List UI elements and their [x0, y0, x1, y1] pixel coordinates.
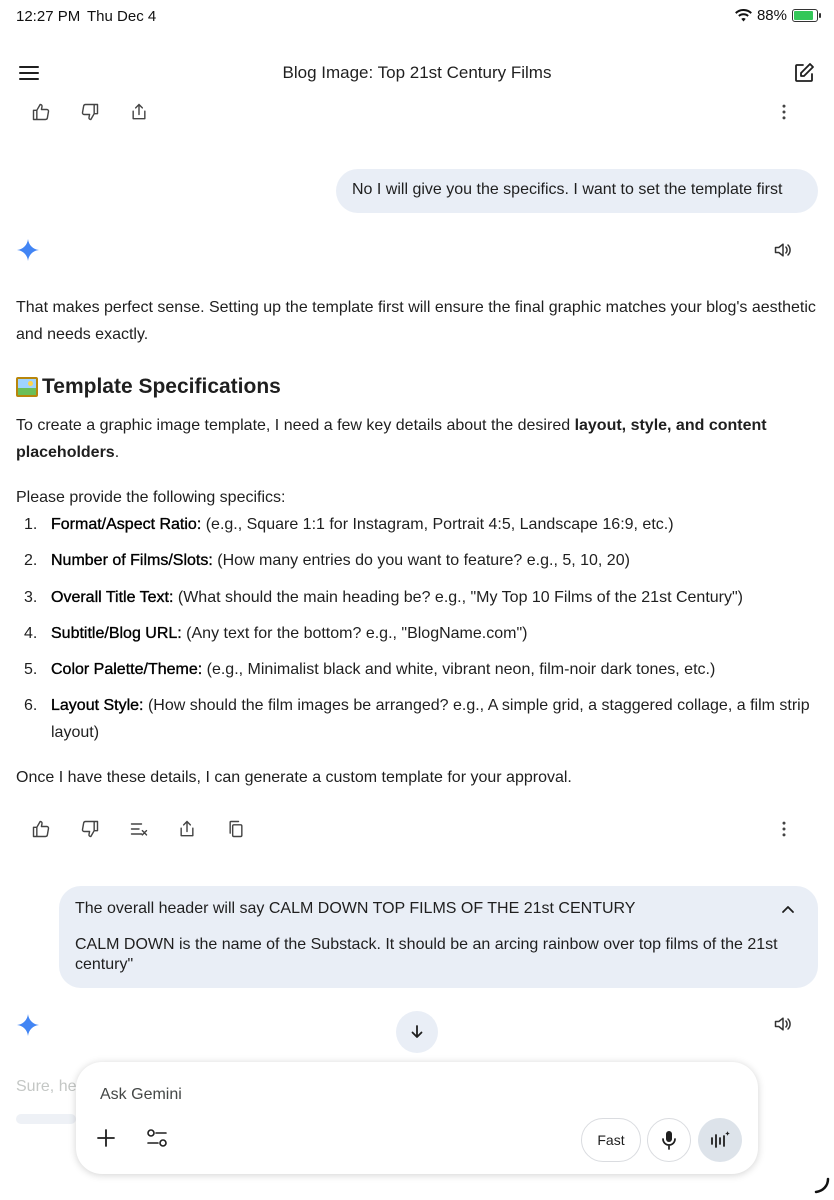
list-text: (How should the film images be arranged? e.g., A simple grid, a staggered collage, a film strip layout)	[51, 697, 810, 742]
live-waveform-icon	[709, 1130, 731, 1150]
list-key: Overall Title Text:	[51, 588, 174, 606]
gemini-live-button[interactable]	[698, 1118, 742, 1162]
paragraph-end: .	[114, 444, 120, 461]
list-number: 6.	[24, 697, 38, 715]
status-time: 12:27 PM	[16, 8, 81, 25]
speaker-icon[interactable]	[771, 1012, 795, 1036]
list-number: 4.	[24, 624, 38, 642]
list-text: (e.g., Square 1:1 for Instagram, Portrait 4:5, Landscape 16:9, etc.)	[201, 516, 674, 533]
gemini-sparkle-icon	[16, 1013, 40, 1037]
response-paragraph	[16, 412, 816, 466]
arrow-down-icon	[409, 1024, 425, 1040]
list-text: (Any text for the bottom? e.g., "BlogName.com")	[181, 624, 528, 642]
response-heading	[16, 375, 281, 399]
list-key: Subtitle/Blog URL:	[51, 624, 182, 642]
faded-response-bar	[16, 1114, 76, 1124]
model-mode-button[interactable]: Fast	[581, 1118, 641, 1162]
tools-icon[interactable]	[146, 1128, 168, 1148]
list-item	[16, 511, 816, 538]
app-bar	[0, 50, 834, 96]
speaker-icon[interactable]	[771, 238, 795, 262]
more-options-icon[interactable]	[772, 817, 796, 841]
list-number: 3.	[24, 588, 38, 606]
list-number: 2.	[24, 552, 38, 570]
spec-list	[16, 511, 816, 756]
heading-text: Template Specifications	[42, 375, 281, 398]
add-attachment-icon[interactable]	[96, 1128, 116, 1148]
list-item	[16, 692, 816, 746]
prompt-input-placeholder[interactable]: Ask Gemini	[100, 1086, 182, 1103]
thumbs-up-icon[interactable]	[29, 817, 53, 841]
resize-corner-icon	[812, 1176, 830, 1194]
list-key: Layout Style:	[51, 697, 144, 715]
status-date: Thu Dec 4	[87, 8, 157, 25]
status-bar	[0, 0, 834, 34]
more-options-icon[interactable]	[772, 100, 796, 124]
share-icon[interactable]	[127, 100, 151, 124]
list-number: 5.	[24, 661, 38, 679]
user-message-line: CALM DOWN is the name of the Substack. It should be an arcing rainbow over top films of the 21st century"	[75, 936, 778, 973]
microphone-button[interactable]	[647, 1118, 691, 1162]
wifi-icon	[735, 9, 752, 22]
list-item	[16, 656, 816, 683]
modify-response-icon[interactable]	[127, 817, 151, 841]
list-text: (What should the main heading be? e.g., "My Top 10 Films of the 21st Century")	[173, 588, 743, 606]
list-item	[16, 620, 816, 647]
thumbs-up-icon[interactable]	[29, 100, 53, 124]
list-number: 1.	[24, 516, 38, 533]
share-icon[interactable]	[175, 817, 199, 841]
gemini-sparkle-icon	[16, 238, 40, 262]
list-key: Color Palette/Theme:	[51, 661, 203, 679]
list-key: Format/Aspect Ratio:	[51, 516, 202, 533]
response-outro: Once I have these details, I can generate a custom template for your approval.	[16, 769, 572, 786]
paragraph-bold-text: layout, style, and content placeholders	[16, 417, 767, 461]
chevron-up-icon[interactable]	[780, 902, 796, 918]
thumbs-down-icon[interactable]	[78, 817, 102, 841]
list-key: Number of Films/Slots:	[51, 552, 213, 570]
user-message-text: No I will give you the specifics. I want to set the template first	[352, 181, 783, 198]
list-item	[16, 547, 816, 574]
battery-icon	[792, 9, 818, 22]
framed-picture-icon	[16, 377, 38, 397]
battery-percent: 88%	[756, 7, 787, 24]
response-list-intro: Please provide the following specifics:	[16, 489, 286, 506]
user-message-bubble	[59, 886, 818, 988]
list-item	[16, 584, 816, 611]
thumbs-down-icon[interactable]	[78, 100, 102, 124]
paragraph-text: To create a graphic image template, I need a few key details about the desired	[16, 417, 575, 434]
list-text: (e.g., Minimalist black and white, vibrant neon, film-noir dark tones, etc.)	[202, 661, 716, 679]
status-right	[735, 7, 818, 24]
response-intro: That makes perfect sense. Setting up the template first will ensure the final graphic matches your blog's aesthetic and needs exactly.	[16, 299, 816, 343]
user-message-bubble	[336, 169, 818, 213]
faded-response-text: Sure, he	[16, 1078, 77, 1095]
copy-icon[interactable]	[224, 817, 248, 841]
user-message-line: The overall header will say CALM DOWN TOP FILMS OF THE 21st CENTURY	[75, 900, 636, 917]
conversation-title: Blog Image: Top 21st Century Films	[282, 63, 552, 82]
list-text: (How many entries do you want to feature? e.g., 5, 10, 20)	[212, 552, 630, 570]
microphone-icon	[660, 1130, 678, 1150]
scroll-down-button[interactable]	[396, 1011, 438, 1053]
new-chat-edit-icon[interactable]	[792, 61, 816, 85]
prompt-input-box[interactable]	[76, 1062, 758, 1174]
